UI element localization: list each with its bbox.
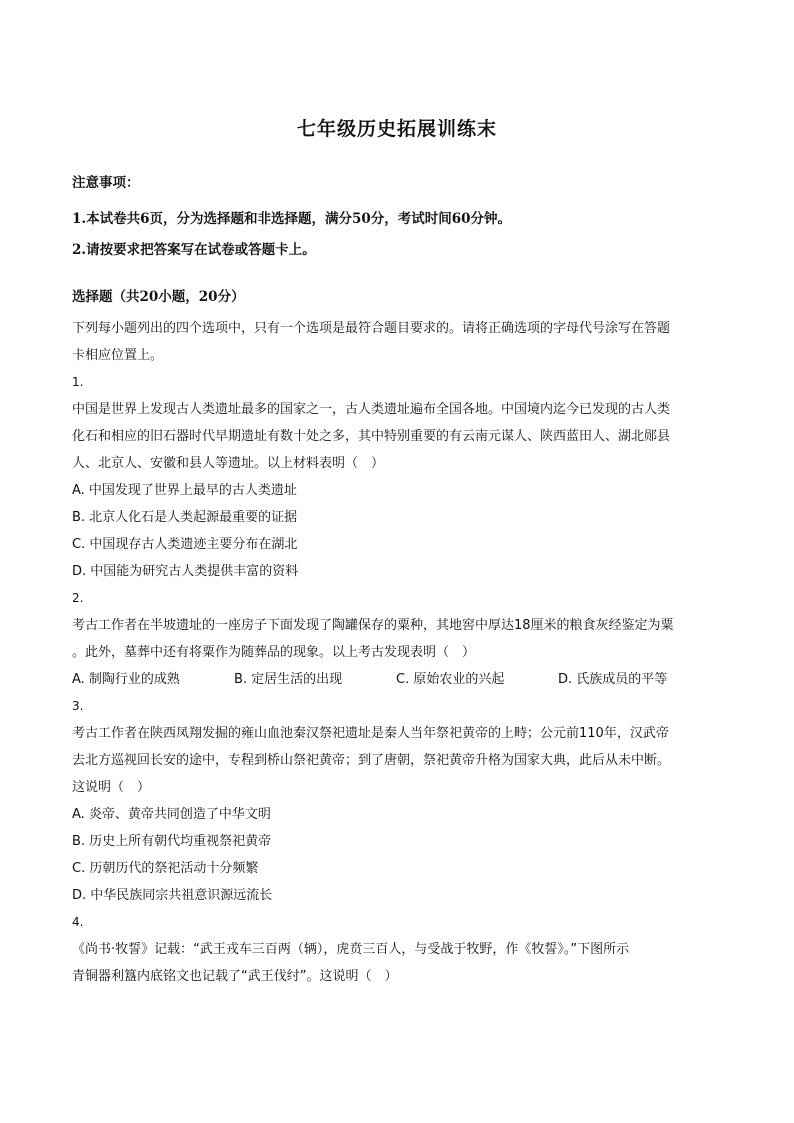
answer-option: C. 中国现存古人类遗迹主要分布在湖北 — [72, 537, 298, 552]
answer-options-row — [72, 666, 722, 693]
answer-option: D. 氏族成员的平等 — [558, 672, 668, 687]
instruction-line: 卡相应位置上。 — [72, 348, 164, 363]
answer-option: B. 定居生活的出现 — [234, 672, 343, 687]
question-stem-line: 。此外，墓葬中还有将粟作为随葬品的现象。以上考古发现表明（ ） — [72, 645, 476, 660]
answer-option: D. 中华民族同宗共祖意识源远流长 — [72, 888, 273, 903]
section-heading: 选择题（共20小题，20分） — [72, 289, 245, 305]
question-stem-line: 中国是世界上发现古人类遗址最多的国家之一，古人类遗址遍布全国各地。中国境内迄今已发现的古人类 — [72, 402, 671, 417]
answer-option: B. 历史上所有朝代均重视祭祀黄帝 — [72, 834, 272, 849]
question-stem-line: 化石和相应的旧石器时代早期遗址有数十处之多，其中特别重要的有云南元谋人、陕西蓝田人、湖北郧县 — [72, 429, 671, 444]
answer-option: A. 炎帝、黄帝共同创造了中华文明 — [72, 807, 271, 822]
instruction-line: 下列每小题列出的四个选项中，只有一个选项是最符合题目要求的。请将正确选项的字母代号涂写在答题 — [72, 321, 671, 336]
question-stem-line: 去北方巡视回长安的途中，专程到桥山祭祀黄帝；到了唐朝，祭祀黄帝升格为国家大典，此后从未中断。 — [72, 753, 671, 768]
question-stem-line: 考古工作者在半坡遗址的一座房子下面发现了陶罐保存的粟种，其地窖中厚达18厘米的粮食灰经鉴定为粟 — [72, 618, 674, 633]
question-stem-line: 人、北京人、安徽和县人等遗址。以上材料表明（ ） — [72, 456, 385, 471]
question-number: 4. — [72, 915, 84, 929]
page-title: 七年级历史拓展训练末 — [296, 118, 497, 140]
question-number: 1. — [72, 375, 84, 389]
notice-heading: 注意事项： — [72, 175, 140, 191]
notice-item: 1.本试卷共6页，分为选择题和非选择题，满分50分，考试时间60分钟。 — [72, 211, 512, 227]
question-number: 2. — [72, 591, 84, 605]
question-stem-line: 青铜器利簋内底铭文也记载了“武王伐纣”。这说明（ ） — [72, 969, 398, 984]
answer-option: C. 原始农业的兴起 — [396, 672, 505, 687]
answer-option: A. 制陶行业的成熟 — [72, 672, 180, 687]
answer-option: A. 中国发现了世界上最早的古人类遗址 — [72, 483, 297, 498]
question-number: 3. — [72, 699, 84, 713]
answer-option: B. 北京人化石是人类起源最重要的证据 — [72, 510, 298, 525]
question-stem-line: 《尚书·牧誓》记载：“武王戎车三百两（辆），虎贲三百人，与受战于牧野，作《牧誓》。”下图所示 — [72, 942, 630, 957]
question-stem-line: 考古工作者在陕西凤翔发掘的雍山血池秦汉祭祀遗址是秦人当年祭祀黄帝的上畤；公元前110年，汉武帝 — [72, 726, 669, 741]
section-body — [72, 315, 722, 990]
answer-option: D. 中国能为研究古人类提供丰富的资料 — [72, 564, 299, 579]
question-stem-line: 这说明（ ） — [72, 780, 151, 795]
notice-item: 2.请按要求把答案写在试卷或答题卡上。 — [72, 242, 316, 258]
answer-option: C. 历朝历代的祭祀活动十分频繁 — [72, 861, 259, 876]
